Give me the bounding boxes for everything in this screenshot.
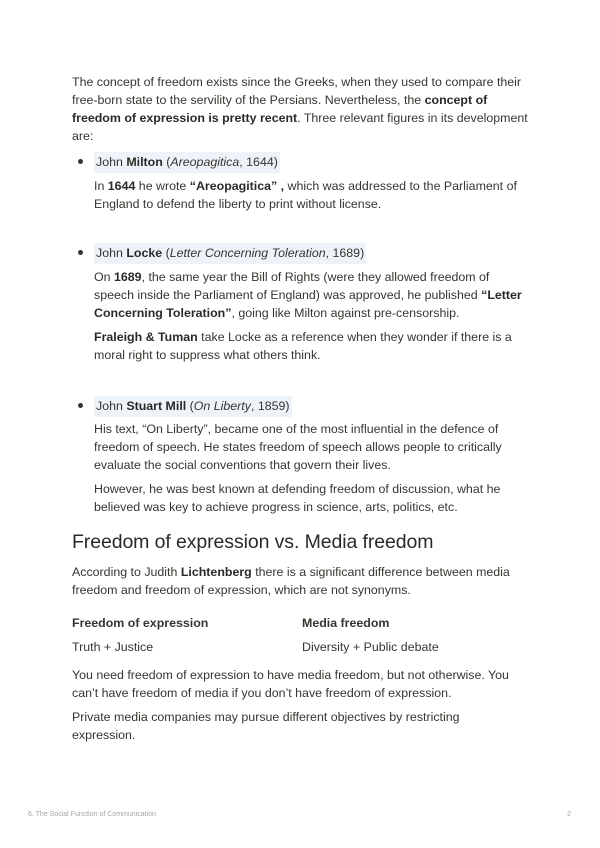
- intro-text-1: The concept of freedom exists since the Greeks, when they used to compare their free-born state to the servility of the Persians. Nevertheless, the: [72, 75, 522, 107]
- locke-title: “Letter Concerning Toleration”: [94, 288, 522, 320]
- locke-paragraph-2: Fraleigh & Tuman take Locke as a reference when they wonder if there is a moral right to suppress what others think.: [94, 330, 512, 362]
- table-header-row: [72, 611, 532, 635]
- mill-details: [94, 420, 526, 516]
- milton-surname: Milton: [126, 155, 163, 169]
- table-row: [72, 635, 532, 659]
- milton-year: 1644: [246, 155, 274, 169]
- intro-bold: concept of freedom of expression is pretty recent: [72, 93, 488, 125]
- milton-title: “Areopagitica” ,: [189, 179, 285, 193]
- locke-details: [94, 268, 526, 364]
- mill-paragraph-2: However, he was best known at defending freedom of discussion, what he believed was key to achieve progress in science, arts, politics, etc.: [94, 482, 501, 514]
- column-header: Media freedom: [302, 616, 390, 630]
- locke-heading: John Locke (Letter Concerning Toleration, 1689): [94, 243, 366, 264]
- bullet-dot: [78, 159, 83, 164]
- locke-year: 1689: [332, 246, 361, 260]
- locke-work: Letter Concerning Toleration: [169, 246, 326, 260]
- section-lead: According to Judith Lichtenberg there is a significant difference between media freedom and freedom of expression, which are not synonyms.: [72, 565, 510, 597]
- outro-paragraph-1: You need freedom of expression to have media freedom, but not otherwise. You can’t have freedom of media if you don’t have freedom of expression.: [72, 668, 509, 700]
- footer-chapter: 6. The Social Function of Communication: [28, 811, 156, 818]
- section-heading: Freedom of expression vs. Media freedom: [72, 531, 434, 553]
- list-item-mill: [78, 396, 292, 417]
- fraleigh-tuman: Fraleigh & Tuman: [94, 330, 198, 344]
- column-header: Freedom of expression: [72, 616, 209, 630]
- locke-paragraph-1: On 1689, the same year the Bill of Rights (were they allowed freedom of speech inside the Parliament of England) was approved, he published “Letter Concerning Toleration”, going like Milton against pre-censorship.: [94, 270, 522, 320]
- table-cell: Diversity + Public debate: [302, 640, 439, 654]
- milton-details: [94, 177, 526, 213]
- bullet-dot: [78, 250, 83, 255]
- intro-text-2: . Three relevant figures in its development are:: [72, 111, 528, 143]
- milton-work: Areopagitica: [170, 155, 240, 169]
- section-outro: [72, 666, 522, 744]
- table-cell: Truth + Justice: [72, 640, 154, 654]
- mill-year: 1859: [257, 399, 286, 413]
- footer-page-number: 2: [567, 811, 571, 818]
- list-item-locke: [78, 243, 366, 264]
- mill-heading: John Stuart Mill (On Liberty, 1859): [94, 396, 292, 417]
- mill-work: On Liberty: [193, 399, 251, 413]
- mill-paragraph-1: His text, “On Liberty”, became one of the most influential in the defence of freedom of speech. He states freedom of speech allows people to critically evaluate the social conventions that govern their lives.: [94, 422, 502, 472]
- comparison-table: [72, 611, 532, 659]
- milton-paragraph: In 1644 he wrote “Areopagitica” , which was addressed to the Parliament of England to defend the liberty to print without license.: [94, 179, 517, 211]
- intro-paragraph: [72, 73, 532, 145]
- locke-surname: Locke: [126, 246, 163, 260]
- milton-heading: John Milton (Areopagitica, 1644): [94, 152, 280, 173]
- outro-paragraph-2: Private media companies may pursue different objectives by restricting expression.: [72, 710, 460, 742]
- list-item-milton: [78, 152, 280, 173]
- lichtenberg: Lichtenberg: [180, 565, 252, 579]
- bullet-dot: [78, 403, 83, 408]
- mill-surname: Stuart Mill: [126, 399, 187, 413]
